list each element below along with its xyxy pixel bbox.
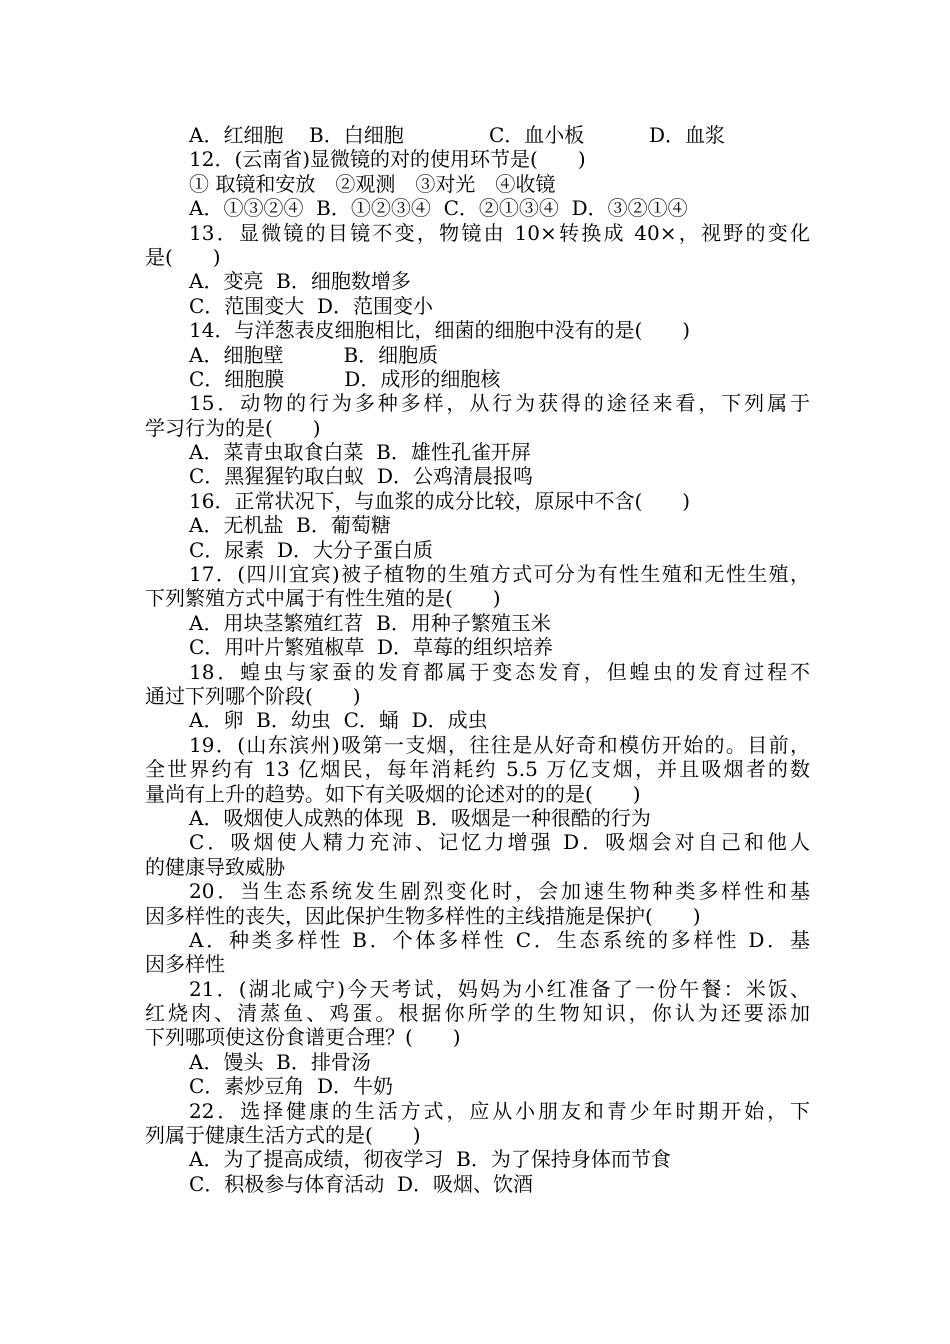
exam-page [145,123,810,1196]
q11-options [145,123,810,147]
q11-option-a: A．红细胞 [189,123,284,147]
q15-options-line-2: C．黑猩猩钓取白蚁 D．公鸡清晨报鸣 [189,464,534,489]
q19-stem-line-2: 全世界约有 13 亿烟民，每年消耗约 5.5 万亿支烟，并且吸烟者的数 [145,757,810,782]
q11-option-c: C．血小板 [489,123,585,147]
q17-options-line-1: A．用块茎繁殖红苕 B．用种子繁殖玉米 [189,610,551,635]
q13-options-line-1: A．变亮 B．细胞数增多 [189,269,411,294]
q13-options-line-2: C．范围变大 D．范围变小 [189,293,434,318]
q17-stem-line-1: 17．(四川宜宾)被子植物的生殖方式可分为有性生殖和无性生殖， [189,562,810,587]
q21-options-line-1: A．馒头 B．排骨汤 [189,1049,371,1074]
q22-stem-line-1: 22．选择健康的生活方式，应从小朋友和青少年时期开始，下 [189,1098,810,1123]
q12-steps: ① 取镜和安放 ②观测 ③对光 ④收镜 [189,171,556,196]
q20-options-line-2: 因多样性 [145,952,225,977]
q19-options-line-2: C．吸烟使人精力充沛、记忆力增强 D．吸烟会对自己和他人 [189,830,810,855]
q14-options-line-1: A．细胞壁 B．细胞质 [189,342,439,367]
q20-options-line-1: A．种类多样性 B．个体多样性 C．生态系统的多样性 D．基 [189,927,810,952]
q20-stem-line-1: 20．当生态系统发生剧烈变化时，会加速生物种类多样性和基 [189,879,810,904]
q13-stem-line-2: 是( ) [145,244,221,269]
q19-stem-line-1: 19．(山东滨州)吸第一支烟，往往是从好奇和模仿开始的。目前， [189,732,810,757]
q20-stem-line-2: 因多样性的丧失，因此保护生物多样性的主线措施是保护( ) [145,903,701,928]
q16-options-line-1: A．无机盐 B．葡萄糖 [189,513,391,538]
q21-stem-line-1: 21．(湖北咸宁)今天考试，妈妈为小红准备了一份午餐：米饭、 [189,976,810,1001]
q19-options-line-1: A．吸烟使人成熟的体现 B．吸烟是一种很酷的行为 [189,805,651,830]
q19-options-line-3: 的健康导致威胁 [145,854,285,879]
q21-stem-line-2: 红烧肉、清蒸鱼、鸡蛋。根据你所学的生物知识，你认为还要添加 [145,1001,810,1026]
q14-stem: 14．与洋葱表皮细胞相比，细菌的细胞中没有的是( ) [189,318,691,343]
q17-stem-line-2: 下列繁殖方式中属于有性生殖的是( ) [145,586,501,611]
q15-stem-line-1: 15．动物的行为多种多样，从行为获得的途径来看，下列属于 [189,391,810,416]
q17-options-line-2: C．用叶片繁殖椒草 D．草莓的组织培养 [189,635,554,660]
q12-stem: 12．(云南省)显微镜的对的使用环节是( ) [189,147,586,172]
q21-options-line-2: C．素炒豆角 D．牛奶 [189,1074,394,1099]
q18-stem-line-1: 18．蝗虫与家蚕的发育都属于变态发育，但蝗虫的发育过程不 [189,659,810,684]
q13-stem-line-1: 13．显微镜的目镜不变，物镜由 10×转换成 40×，视野的变化 [189,220,810,245]
q21-stem-line-3: 下列哪项使这份食谱更合理？( ) [145,1025,461,1050]
q22-stem-line-2: 列属于健康生活方式的是( ) [145,1123,421,1148]
q14-options-line-2: C．细胞膜 D．成形的细胞核 [189,366,501,391]
q15-options-line-1: A．菜青虫取食白菜 B．雄性孔雀开屏 [189,440,531,465]
q22-options-line-2: C．积极参与体育活动 D．吸烟、饮酒 [189,1171,534,1196]
q12-options: A．①③②④ B．①②③④ C．②①③④ D．③②①④ [189,196,688,221]
q22-options-line-1: A．为了提高成绩，彻夜学习 B．为了保持身体而节食 [189,1147,671,1172]
q16-options-line-2: C．尿素 D．大分子蛋白质 [189,537,434,562]
q18-options: A．卵 B．幼虫 C．蛹 D．成虫 [189,708,488,733]
q11-option-d: D．血浆 [649,123,726,147]
q15-stem-line-2: 学习行为的是( ) [145,415,321,440]
q18-stem-line-2: 通过下列哪个阶段( ) [145,683,361,708]
q11-option-b: B．白细胞 [309,123,404,147]
q19-stem-line-3: 量尚有上升的趋势。如下有关吸烟的论述对的的是( ) [145,781,641,806]
q16-stem: 16．正常状况下，与血浆的成分比较，原尿中不含( ) [189,488,691,513]
